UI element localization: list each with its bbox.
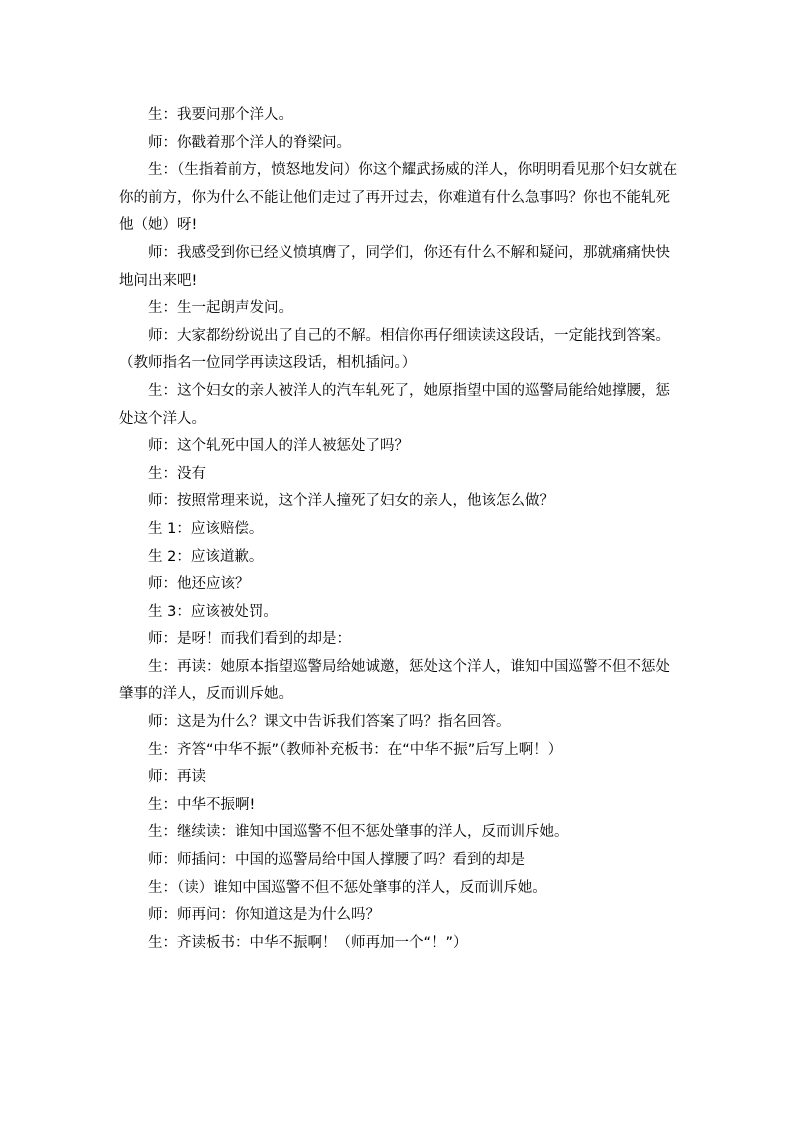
paragraph: 师：师再问：你知道这是为什么吗？ — [148, 907, 380, 924]
paragraph: 师：我感受到你已经义愤填膺了，同学们，你还有什么不解和疑问，那就痛痛快快地问出来吧! — [119, 244, 670, 289]
paragraph: 生 1：应该赔偿。 — [148, 520, 264, 537]
paragraph: 生：这个妇女的亲人被洋人的汽车轧死了，她原指望中国的巡警局能给她撑腰，惩处这个洋人。 — [119, 382, 670, 427]
paragraph: 师：这个轧死中国人的洋人被惩处了吗？ — [148, 438, 409, 455]
paragraph: 生：继续读：谁知中国巡警不但不惩处肇事的洋人，反而训斥她。 — [148, 824, 569, 841]
paragraph: 生：齐读板书：中华不振啊！（师再加一个“！”） — [148, 934, 468, 951]
paragraph: 生：生一起朗声发问。 — [148, 300, 293, 317]
paragraph: 师：师插问：中国的巡警局给中国人撑腰了吗？看到的却是 — [148, 852, 525, 869]
paragraph: 师：按照常理来说，这个洋人撞死了妇女的亲人，他该怎么做？ — [148, 493, 554, 510]
paragraph: 师：大家都纷纷说出了自己的不解。相信你再仔细读读这段话，一定能找到答案。（教师指名一位同学再读这段话，相机插问。） — [119, 327, 670, 372]
paragraph: 生：（生指着前方，愤怒地发问）你这个耀武扬威的洋人，你明明看见那个妇女就在你的前方，你为什么不能让他们走过了再开过去，你难道有什么急事吗？你也不能轧死他（她）呀! — [119, 162, 678, 234]
paragraph: 师：是呀！而我们看到的却是： — [148, 631, 351, 648]
document-body — [119, 102, 679, 957]
paragraph: 生 3：应该被处罚。 — [148, 603, 278, 620]
paragraph: 师：再读 — [148, 769, 206, 786]
paragraph: 师：这是为什么？课文中告诉我们答案了吗？指名回答。 — [148, 714, 511, 731]
paragraph: 生：（读）谁知中国巡警不但不惩处肇事的洋人，反而训斥她。 — [148, 879, 547, 896]
paragraph: 生：没有 — [148, 465, 206, 482]
paragraph: 生：齐答“中华不振”（教师补充板书：在“中华不振”后写上啊！） — [148, 741, 563, 758]
paragraph: 生：再读：她原本指望巡警局给她诚邀，惩处这个洋人，谁知中国巡警不但不惩处肇事的洋人，反而训斥她。 — [119, 658, 670, 703]
paragraph: 生：中华不振啊! — [148, 796, 256, 813]
paragraph: 生 2：应该道歉。 — [148, 548, 264, 565]
paragraph: 师：你戳着那个洋人的脊梁问。 — [148, 134, 351, 151]
paragraph: 师：他还应该？ — [148, 576, 250, 593]
paragraph: 生：我要问那个洋人。 — [148, 107, 293, 123]
